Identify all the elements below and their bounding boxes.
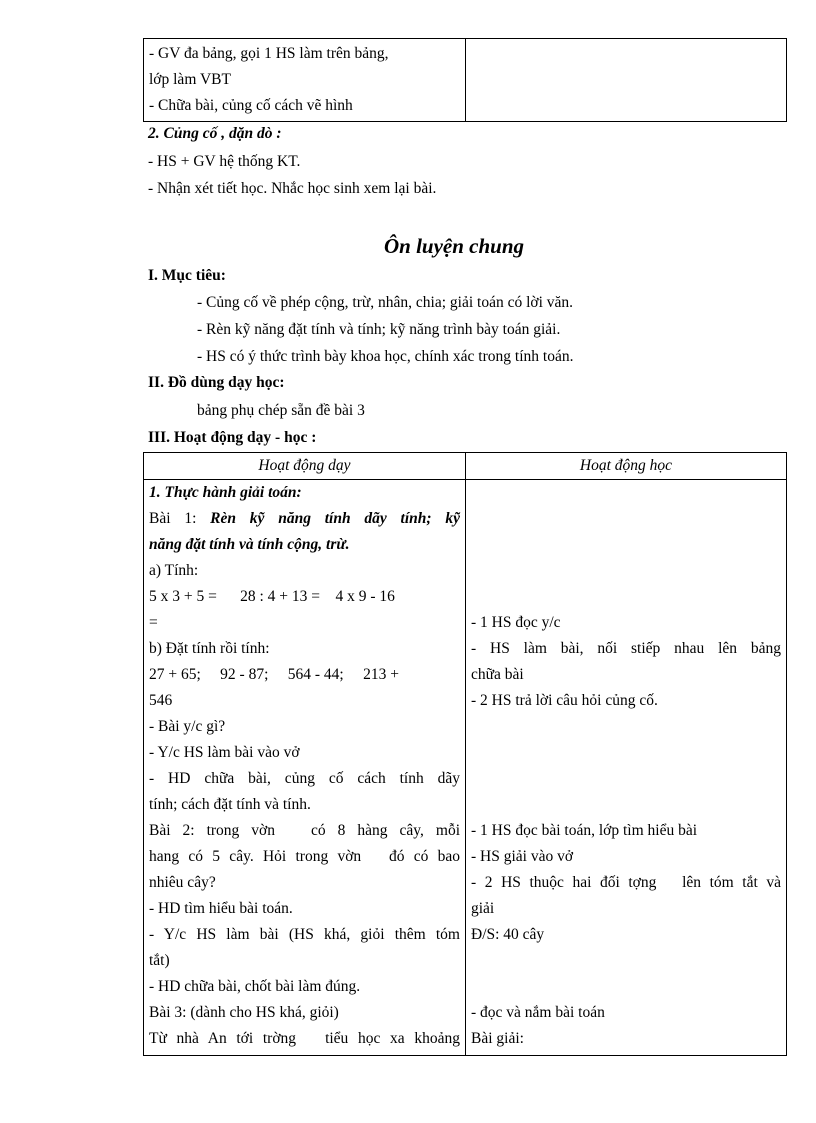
student-step: - 2 HS trả lời câu hỏi củng cố.: [471, 692, 658, 709]
student-step: Bài giải:: [471, 1030, 524, 1047]
part-b-tail: 546: [149, 692, 173, 709]
top-table: [143, 38, 787, 122]
objective-item: - Củng cố về phép cộng, trừ, nhân, chia; giải toán có lời văn.: [197, 294, 574, 311]
consolidation-line: - Nhận xét tiết học. Nhắc học sinh xem lại bài.: [148, 180, 437, 197]
teacher-step: tắt): [149, 952, 170, 969]
student-step: - 1 HS đọc y/c: [471, 614, 561, 631]
top-table-right-cell: [466, 39, 787, 122]
consolidation-heading: 2. Củng cố , dặn dò :: [148, 125, 282, 142]
teacher-step: - HD tìm hiểu bài toán.: [149, 900, 293, 917]
exercise-3-text: Từ nhà An tới trờng tiểu học xa khoảng: [149, 1030, 460, 1047]
consolidation-line: - HS + GV hệ thống KT.: [148, 153, 301, 170]
col-header-teacher: Hoạt động dạy: [144, 453, 466, 480]
exercise-1-title-text: Rèn kỹ năng tính dãy tính; kỹ: [210, 510, 460, 527]
student-step: - 1 HS đọc bài toán, lớp tìm hiểu bài: [471, 822, 698, 839]
exercise-1-title: [149, 506, 460, 532]
objective-item: - Rèn kỹ năng đặt tính và tính; kỹ năng trình bày toán giải.: [197, 321, 561, 338]
materials-text: bảng phụ chép sẵn đề bài 3: [197, 402, 365, 419]
exercise-2-text: hang có 5 cây. Hỏi trong vờn đó có bao: [149, 848, 460, 865]
exercise-1-prefix: Bài 1:: [149, 510, 211, 527]
part-b-expressions: 27 + 65; 92 - 87; 564 - 44; 213 +: [149, 666, 399, 683]
part-a-label: a) Tính:: [149, 562, 199, 579]
student-step: - đọc và nắm bài toán: [471, 1004, 605, 1021]
exercise-2-text: nhiêu cây?: [149, 874, 216, 891]
student-step: giải: [471, 900, 495, 917]
teacher-step: tính; cách đặt tính và tính.: [149, 796, 311, 813]
objectives-heading: I. Mục tiêu:: [148, 267, 226, 284]
student-step: - HS giải vào vở: [471, 848, 574, 865]
lesson-title: Ôn luyện chung: [384, 234, 525, 258]
top-table-line: - Chữa bài, củng cố cách vẽ hình: [149, 97, 353, 114]
exercise-2-text: Bài 2: trong vờn có 8 hàng cây, mỗi: [149, 822, 460, 839]
teacher-step: - HD chữa bài, củng cố cách tính dãy: [149, 770, 460, 787]
teacher-step: - Y/c HS làm bài vào vở: [149, 744, 300, 761]
teacher-step: - HD chữa bài, chốt bài làm đúng.: [149, 978, 361, 995]
col-header-student: Hoạt động học: [466, 453, 787, 480]
top-table-left-cell: [144, 39, 466, 122]
exercise-3-text: Bài 3: (dành cho HS khá, giỏi): [149, 1004, 339, 1021]
teacher-activity-cell: [144, 480, 466, 1056]
part-a-equals: =: [149, 614, 158, 631]
section-heading: 1. Thực hành giải toán:: [149, 484, 302, 501]
teacher-step: - Bài y/c gì?: [149, 718, 226, 735]
exercise-1-title-cont: năng đặt tính và tính cộng, trừ.: [149, 536, 350, 553]
student-step: - 2 HS thuộc hai đối tợng lên tóm tắt và: [471, 874, 781, 891]
objective-item: - HS có ý thức trình bày khoa học, chính xác trong tính toán.: [197, 348, 574, 365]
materials-heading: II. Đồ dùng dạy học:: [148, 374, 285, 391]
top-table-line: - GV đa bảng, gọi 1 HS làm trên bảng,: [149, 45, 389, 62]
part-a-expressions: 5 x 3 + 5 = 28 : 4 + 13 = 4 x 9 - 16: [149, 588, 395, 605]
activities-table: [143, 452, 787, 1056]
teacher-step: - Y/c HS làm bài (HS khá, giỏi thêm tóm: [149, 926, 460, 943]
part-b-label: b) Đặt tính rồi tính:: [149, 640, 270, 657]
student-step: - HS làm bài, nối stiếp nhau lên bảng: [471, 640, 781, 657]
student-activity-cell: [466, 480, 787, 1056]
student-answer: Đ/S: 40 cây: [471, 926, 545, 943]
top-table-line: lớp làm VBT: [149, 71, 231, 88]
activities-heading: III. Hoạt động dạy - học :: [148, 429, 317, 446]
student-step: chữa bài: [471, 666, 524, 683]
